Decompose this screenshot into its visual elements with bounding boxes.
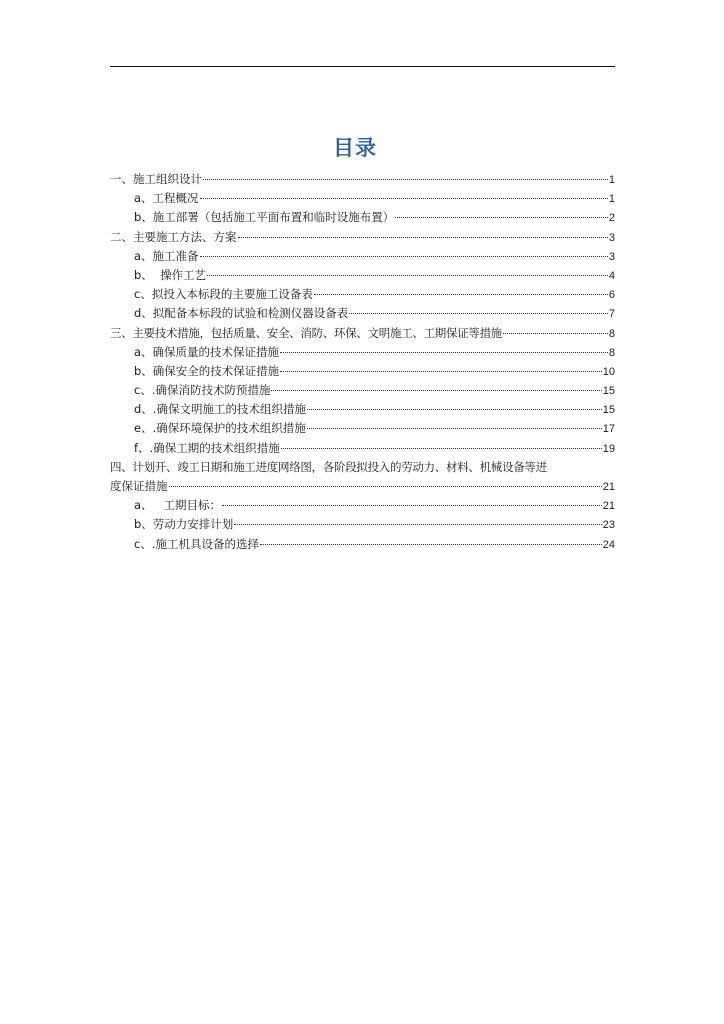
toc-entry[interactable]	[110, 324, 615, 343]
toc-page-number: 23	[602, 519, 615, 532]
toc-leader-dots	[503, 333, 608, 334]
toc-page-number: 7	[608, 308, 615, 321]
toc-page-number: 2	[608, 212, 615, 225]
toc-entry-wrapped-line: 四、计划开、竣工日期和施工进度网络图，各阶段拟投入的劳动力、材料、机械设备等进	[110, 459, 547, 474]
toc-leader-dots	[207, 275, 608, 276]
toc-leader-dots	[271, 390, 601, 391]
toc-leader-dots	[238, 237, 608, 238]
toc-entry-text: b、确保安全的技术保证措施	[134, 363, 280, 378]
toc-entry[interactable]	[110, 477, 615, 496]
toc-entry-text: e、.确保环境保护的技术组织措施	[134, 421, 306, 436]
toc-entry-text: b、施工部署（包括施工平面布置和临时设施布置）	[134, 210, 395, 225]
toc-entry[interactable]	[110, 400, 615, 419]
toc-leader-dots	[307, 428, 602, 429]
toc-page-number: 15	[602, 385, 615, 398]
toc-leader-dots	[280, 352, 608, 353]
toc-leader-dots	[234, 524, 601, 525]
toc-entry-text: c、拟投入本标段的主要施工设备表	[134, 287, 313, 302]
toc-leader-dots	[307, 409, 602, 410]
toc-entry[interactable]	[110, 228, 615, 247]
toc-entry[interactable]	[110, 247, 615, 266]
toc-entry-text: a、 工期目标：	[134, 498, 222, 513]
toc-entry[interactable]	[110, 535, 615, 554]
toc-entry-text: a、确保质量的技术保证措施	[134, 344, 280, 359]
toc-page-number: 3	[608, 231, 615, 244]
toc-entry-text: a、施工准备	[134, 248, 199, 263]
toc-entry[interactable]	[110, 362, 615, 381]
toc-entry[interactable]	[110, 343, 615, 362]
toc-entry[interactable]	[110, 266, 615, 285]
toc-page-number: 15	[602, 404, 615, 417]
toc-leader-dots	[280, 371, 601, 372]
toc-entry-text: 一、施工组织设计	[110, 172, 202, 186]
toc-entry-text: 三、主要技术措施，包括质量、安全、消防、环保、文明施工、工期保证等措施	[110, 325, 502, 340]
toc-page-number: 21	[602, 500, 615, 513]
toc-page-number: 1	[608, 174, 615, 186]
toc-entry-text: f、.确保工期的技术组织措施	[134, 440, 280, 455]
toc-title: 目录	[333, 136, 377, 160]
toc-page-number: 21	[602, 481, 615, 493]
toc-entry[interactable]	[110, 496, 615, 515]
table-of-contents	[110, 170, 615, 554]
toc-entry[interactable]	[110, 439, 615, 458]
toc-entry[interactable]	[110, 304, 615, 323]
toc-entry-text: c、.确保消防技术防预措施	[134, 383, 271, 398]
toc-entry-text: a、工程概况	[134, 191, 199, 206]
toc-leader-dots	[200, 256, 608, 257]
toc-entry[interactable]	[110, 515, 615, 534]
toc-page-number: 10	[602, 365, 615, 378]
toc-page-number: 6	[608, 289, 615, 302]
toc-entry[interactable]	[110, 208, 615, 227]
toc-page-number: 8	[608, 327, 615, 340]
toc-page-number: 8	[608, 346, 615, 359]
toc-entry[interactable]	[110, 170, 615, 189]
toc-leader-dots	[314, 294, 608, 295]
toc-page-number: 17	[602, 423, 615, 436]
toc-leader-dots	[260, 544, 602, 545]
toc-entry[interactable]	[110, 381, 615, 400]
toc-entry-text: d、拟配备本标段的试验和检测仪器设备表	[134, 306, 349, 321]
toc-leader-dots	[281, 448, 602, 449]
toc-entry-text: 二、主要施工方法、方案	[110, 229, 237, 244]
toc-leader-dots	[200, 198, 608, 199]
toc-page-number: 19	[602, 442, 615, 455]
toc-entry-text: 度保证措施	[110, 479, 168, 493]
toc-leader-dots	[395, 217, 608, 218]
toc-entry[interactable]	[110, 285, 615, 304]
toc-page-number: 1	[608, 193, 615, 206]
toc-entry-text: c、.施工机具设备的选择	[134, 536, 259, 551]
toc-leader-dots	[222, 505, 602, 506]
header-rule	[110, 66, 615, 67]
toc-leader-dots	[169, 486, 602, 487]
toc-page-number: 3	[608, 250, 615, 263]
toc-entry[interactable]	[110, 189, 615, 208]
toc-page-number: 24	[602, 538, 615, 551]
toc-entry-text: d、.确保文明施工的技术组织措施	[134, 402, 306, 417]
toc-leader-dots	[349, 313, 608, 314]
toc-entry-text: b、 操作工艺	[134, 267, 207, 282]
toc-entry-text: b、劳动力安排计划	[134, 517, 234, 532]
toc-entry[interactable]	[110, 419, 615, 438]
toc-page-number: 4	[608, 269, 615, 282]
toc-leader-dots	[203, 179, 608, 180]
